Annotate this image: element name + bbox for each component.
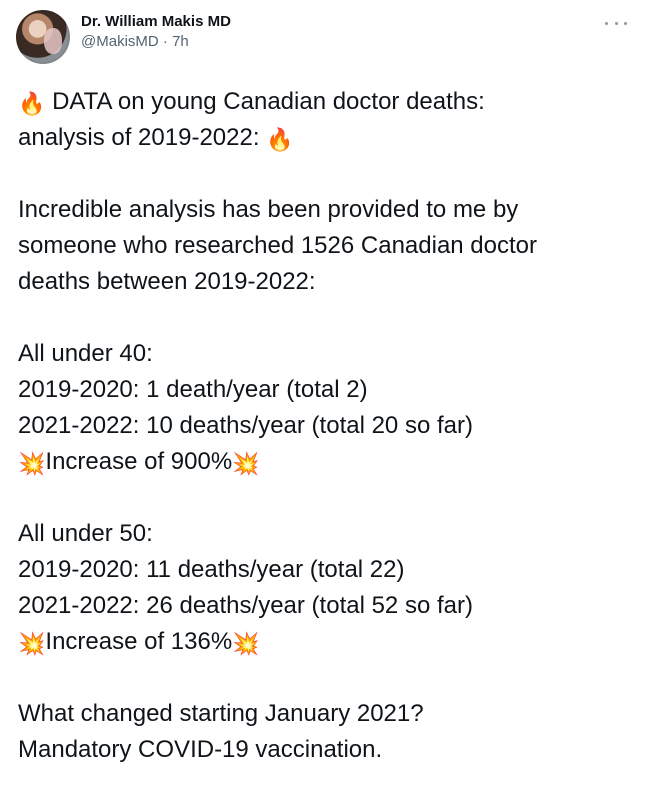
under50-increase: Increase of 136% [45,628,233,655]
more-dot [624,22,627,25]
more-horizontal-icon[interactable] [605,18,627,28]
text-line: deaths between 2019-2022: [18,268,316,295]
under40-heading: All under 40: [18,340,153,367]
under40-increase: Increase of 900% [45,448,233,475]
text-line: Incredible analysis has been provided to me by [18,196,519,223]
under40-2019-2020: 2019-2020: 1 death/year (total 2) [18,376,368,403]
paragraph-gap [18,300,638,336]
avatar[interactable] [16,10,70,64]
under50-2021-2022: 2021-2022: 26 deaths/year (total 52 so far) [18,592,473,619]
display-name[interactable]: Dr. William Makis MD [81,13,231,30]
headline-text: DATA on young Canadian doctor deaths: [52,88,485,115]
handle[interactable]: @MakisMD [81,33,159,50]
more-dot [615,22,618,25]
closing-question: What changed starting January 2021? [18,700,424,727]
paragraph-gap [18,480,638,516]
closing-answer: Mandatory COVID-19 vaccination. [18,736,383,763]
under40-2021-2022: 2021-2022: 10 deaths/year (total 20 so far) [18,412,473,439]
fire-icon: 🔥 [266,128,294,153]
collision-icon: 💥 [232,632,260,657]
more-dot [605,22,608,25]
tweet-header [16,10,231,66]
headline-text-2: analysis of 2019-2022: [18,124,260,151]
handle-line [81,32,231,52]
paragraph-gap [18,156,638,192]
under50-2019-2020: 2019-2020: 11 deaths/year (total 22) [18,556,405,583]
text-line: someone who researched 1526 Canadian doctor [18,232,538,259]
fire-icon: 🔥 [18,92,46,117]
text-line [18,120,638,156]
timestamp[interactable]: 7h [172,33,189,50]
paragraph-gap [18,660,638,696]
tweet-text [18,84,638,768]
collision-icon: 💥 [18,452,46,477]
text-line [18,84,638,120]
collision-icon: 💥 [18,632,46,657]
collision-icon: 💥 [232,452,260,477]
separator: · [162,33,168,50]
under50-increase-line [18,624,638,660]
author-names [81,12,231,52]
under50-heading: All under 50: [18,520,153,547]
under40-increase-line [18,444,638,480]
